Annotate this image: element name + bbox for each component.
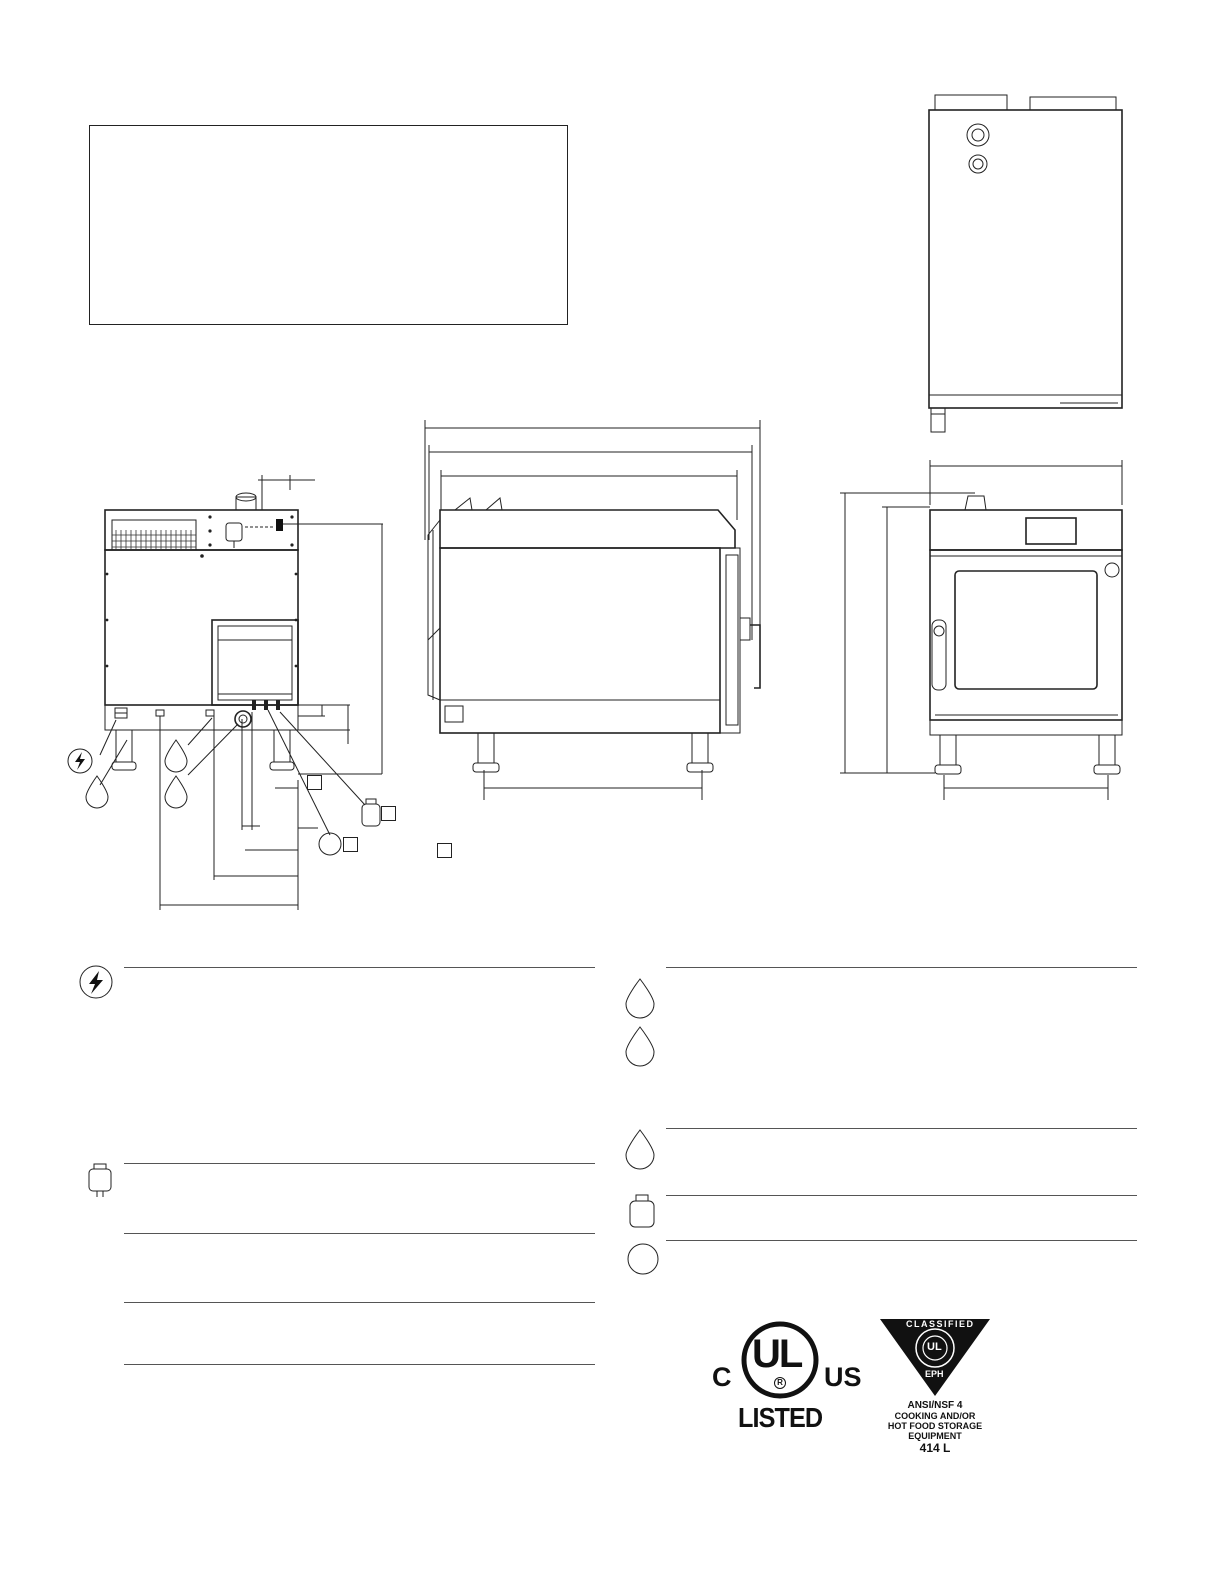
classified-code: 414 L	[919, 1441, 951, 1455]
water-drop-icon	[624, 977, 656, 1019]
water-drop-icon	[624, 1128, 656, 1170]
ul-listed-prefix: C	[712, 1362, 732, 1392]
section-rule	[124, 1302, 595, 1303]
ul-listed-suffix: US	[824, 1362, 862, 1392]
water-drop-icon	[624, 1025, 656, 1067]
section-rule	[124, 1364, 595, 1365]
section-rule	[124, 1233, 595, 1234]
ul-registered-mark: R	[774, 1377, 786, 1389]
classified-line-4: EQUIPMENT	[908, 1431, 962, 1441]
classified-line-1: ANSI/NSF 4	[907, 1400, 963, 1411]
water-section-rule	[666, 967, 1137, 968]
ul-listed-label: LISTED	[738, 1402, 823, 1433]
drain-connector-icon	[628, 1194, 656, 1230]
electrical-section-rule	[124, 967, 595, 968]
plain-circle-icon	[627, 1243, 661, 1277]
classified-line-3: HOT FOOD STORAGE	[887, 1421, 983, 1431]
electrical-lightning-icon	[79, 965, 115, 1001]
drain-section-rule	[666, 1128, 1137, 1129]
ul-classified-logo	[878, 1318, 992, 1468]
classified-triangle	[878, 1318, 992, 1398]
plug-section-rule	[124, 1163, 595, 1164]
classified-line-2: COOKING AND/OR	[894, 1411, 976, 1421]
ul-listed-logo	[710, 1318, 860, 1438]
classified-arc-text: CLASSIFIED	[906, 1319, 975, 1329]
classified-eph-mark: EPH	[925, 1369, 944, 1379]
vent-section-rule	[666, 1195, 1137, 1196]
ul-mark-text: UL	[752, 1332, 802, 1376]
clearance-section-rule	[666, 1240, 1137, 1241]
classified-ul-mark: UL	[927, 1341, 942, 1353]
drain-connector-icon	[87, 1163, 113, 1199]
